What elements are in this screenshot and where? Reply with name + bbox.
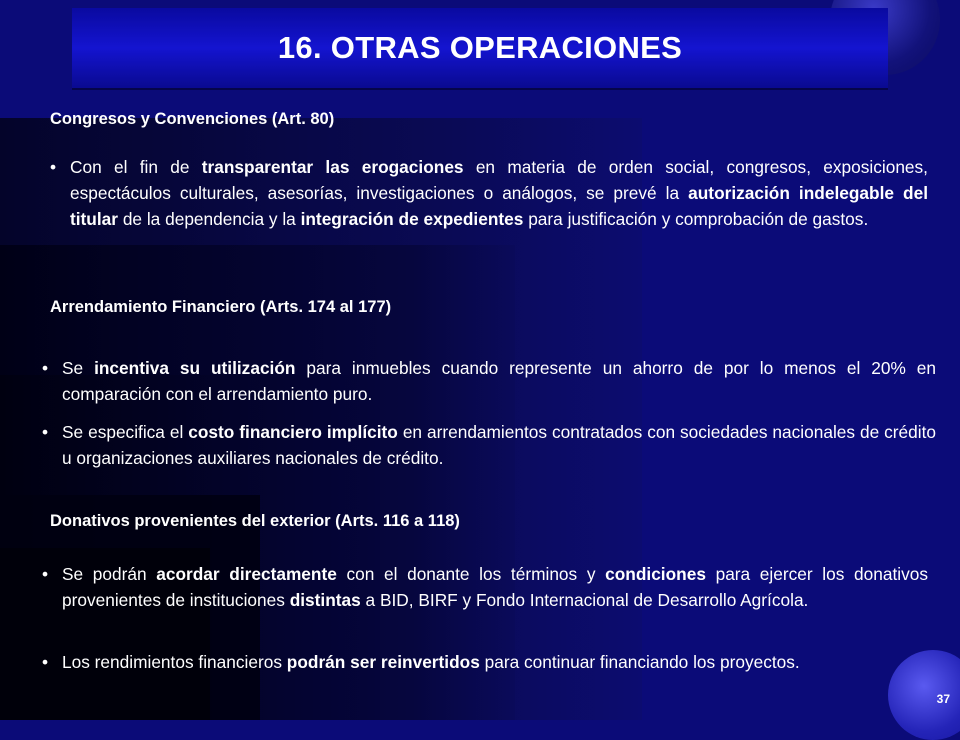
text-run: para justificación y comprobación de gastos. [523,209,869,229]
bullet-item [42,419,936,471]
emphasis-text: transparentar las erogaciones [201,157,464,177]
emphasis-text: condiciones [605,564,706,584]
text-run: Se especifica el [62,422,189,442]
text-run: de la dependencia y la [118,209,301,229]
bullet-text [62,355,936,407]
text-run: en arrendamientos contratados con sociedades nacionales de crédito u organizaciones auxiliares nacionales de crédito. [62,422,936,468]
emphasis-text: integración de expedientes [300,209,524,229]
bullet-text [62,649,928,675]
emphasis-text: distintas [289,590,361,610]
text-run: Los rendimientos financieros [62,652,287,672]
text-run: para ejercer los donativos provenientes de instituciones [62,564,928,610]
emphasis-text: costo financiero implícito [188,422,398,442]
text-run: para continuar financiando los proyectos. [479,652,800,672]
page-number: 37 [936,692,950,706]
bullet-marker: • [42,564,49,584]
text-run: con el donante los términos y [336,564,606,584]
bullet-item [50,154,928,232]
bullet-marker: • [42,422,49,442]
text-run: Se podrán [62,564,157,584]
section-heading: Arrendamiento Financiero (Arts. 174 al 177) [50,298,392,316]
section-heading: Congresos y Convenciones (Art. 80) [50,110,335,128]
title-banner [72,8,888,88]
text-run: en materia de orden social, congresos, exposiciones, espectáculos culturales, asesorías, investigaciones o análogos, se prevé la [70,157,928,203]
bullet-item [42,561,928,613]
bullet-marker: • [42,652,49,672]
bullet-text [62,419,936,471]
emphasis-text: incentiva su utilización [94,358,296,378]
emphasis-text: autorización indelegable del titular [70,183,928,229]
text-run: Se [62,358,95,378]
bullet-marker: • [50,157,57,177]
bullet-marker: • [42,358,49,378]
text-run: para inmuebles cuando represente un ahorro de por lo menos el 20% en comparación con el arrendamiento puro. [62,358,936,404]
slide-title: 16. OTRAS OPERACIONES [277,30,683,65]
bullet-item [42,649,928,675]
emphasis-text: acordar directamente [156,564,337,584]
text-run: a BID, BIRF y Fondo Internacional de Desarrollo Agrícola. [360,590,809,610]
text-run: Con el fin de [70,157,202,177]
bullet-text [70,154,928,232]
bullet-item [42,355,936,407]
emphasis-text: podrán ser reinvertidos [286,652,480,672]
section-heading: Donativos provenientes del exterior (Arts. 116 a 118) [50,512,460,530]
bullet-text [62,561,928,613]
